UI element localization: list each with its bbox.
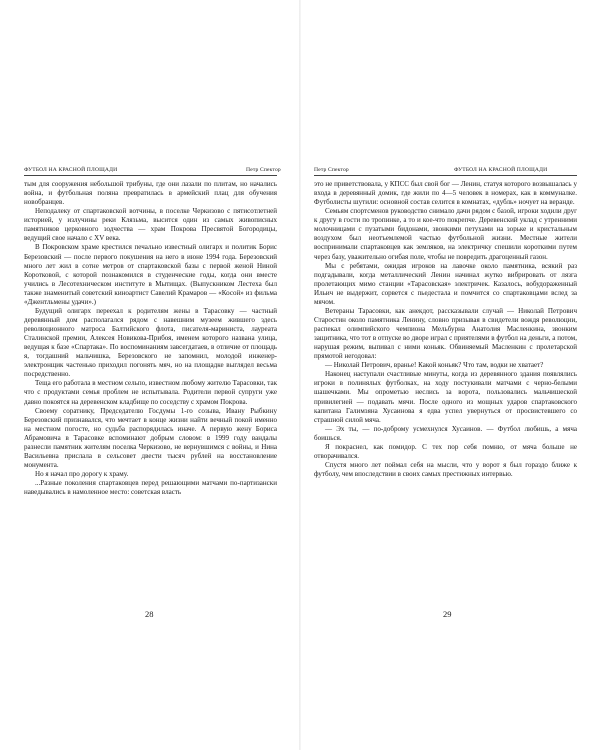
paragraph: Но я начал про дорогу к храму. — [35, 470, 129, 478]
paragraph: Будущий олигарх переехал к родителям жены в Тарасовку — частный деревянный дом располагался рядом с навешним музеем жившего здесь революционного матроса Балтийского флота, писателя-мариниста, лауреата Сталинской премии, Алексея Новикова-Прибоя, именем которого названа улица, ведущая к базе «Спартака». По воспоминаниям завсегдатаев, в отличие от площадь я, тогдашний мальчишка, Березовского не запомнил, молодой инженер-электронщик частенько приходил погонять мяч, но на площадке выглядел весьма посредственно. — [24, 306, 277, 379]
paragraph: Ветераны Тарасовки, как анекдот, рассказывали случай — Николай Петрович Старостин около памятника Ленину, словно призывая в свидетели вождя революции, распекал олимпийского чемпиона Мельбурна Анатолия Масленкина, звонким защитника, что тот в отпуске во дворе играл с приятелями в футбол на деньги, а потом, нарушая режим, выпивал с ними коньяк. Обвиняемый Масленкин с пролетарской прямотой негодовал: — [314, 306, 577, 361]
paragraph: Семьям спортсменов руководство снимало дачи рядом с базой, игроки ходили друг к другу в гости по тропинке, а то и кое-что покрепче. Деревенский уклад с утренними молочницами с пузатыми бидонами, звонкими петухами на зорьке и кристальным воздухом был неотъемлемой частью футбольной жизни. Местные жители воспринимали спартаковцев как земляков, на электричку спешили короткими путем через базу, уважительно огибая поле, чтобы не повредить драгоценный газон. — [314, 207, 577, 261]
left-body-text — [24, 180, 277, 497]
paragraph: Своему соратнику, Председателю Госдумы 1-го созыва, Ивану Рыбкину Березовский признавался, что мечтает в конце жизни найти вечный покой именно на местном погосте, но судьба распорядилась иначе. А первую жену Бориса Абрамовича в Тарасовке вспоминают добрым словом: в 1999 году вандалы разнесли памятник жителям поселка Черкизово, не вернувшимся с войны, и Нина Васильевна прислала в сельсовет двести тысяч рублей на восстановление монумента. — [24, 406, 277, 469]
left-running-title: ФУТБОЛ НА КРАСНОЙ ПЛОЩАДИ — [24, 167, 118, 173]
paragraph: Спустя много лет поймал себя на мысли, что у ворот я был гораздо ближе к футболу, чем впоследствии в своих самых престижных интервью. — [314, 460, 577, 478]
paragraph: Теща его работала в местном сельпо, известном любому жителю Тарасовки, так что с продуктами семья проблем не испытывала. Родители первой супруги уже давно покоятся на деревенском кладбище по соседству с храмом Покрова. — [24, 379, 277, 406]
paragraph: — Эх ты, — по-доброму усмехнулся Хусаинов. — Футбол любишь, а мяча боишься. — [314, 424, 577, 442]
right-running-title: ФУТБОЛ НА КРАСНОЙ ПЛОЩАДИ — [454, 167, 548, 173]
paragraph: Наконец наступали счастливые минуты, когда из деревянного здания появлялись игроки в полинялых футболках, на ходу постукивали матчами с черно-белыми шашечками. Мы опрометью неслись за ворота, пользовались мальчишеской привилегией — подавать мячи. После одного из мощных ударов спартаковского капитана Галимзяна Хусаинова я едва успел увернуться от просвистевшего со страшной силой мяча. — [314, 370, 577, 424]
paragraph: Я покраснел, как помидор. С тех пор себя помню, от мяча больше не отворачивался. — [314, 442, 577, 460]
right-running-author: Петр Спектор — [314, 167, 349, 173]
right-page-number: 29 — [443, 609, 452, 619]
paragraph: Мы с ребятами, ожидая игроков на лавочке около памятника, всякий раз подгадывали, когда металлический Ленин начинал жутко вибрировать от лязга пролетающих мимо станции «Тарасовская» электричек. Казалось, вобудораженный Ильич не выдержит, сорвется с пьедестала и помчится со спартаковцами вслед за мячом. — [314, 261, 577, 306]
right-body-text — [314, 180, 577, 479]
paragraph: ...Разные поколения спартаковцев перед решающими матчами по-партизански наведывались в намоленное место: советская власть — [24, 479, 277, 497]
paragraph: Неподалеку от спартаковской вотчины, в поселке Черкизово с пятисотлетней историей, у излучины реки Клязьма, высится один из самых живописных памятников церковного зодчества — храм Покрова Пресвятой Богородицы, ведущий свое начало с XV века. — [24, 207, 277, 243]
paragraph: — Николай Петрович, вранье! Какой коньяк? Что там, водки не хватает? — [325, 361, 544, 370]
paragraph: В Покровском храме крестился печально известный олигарх и политик Борис Березовский — после первого покушения на него в июне 1994 года. Березовский много лет жил в сотне метров от спартаковской базы с первой женой Ниной Коротковой, с которой познакомился в студенческие годы, когда они вместе учились в Лесотехническом институте в Мытищах. (Выпускником Лестеха был также знаменитый советский киноартист Савелий Крамаров — «Косой» из фильма «Джентльмены удачи».) — [24, 243, 277, 306]
paragraph: это не приветствовала, у КПСС был свой бог — Ленин, статуя которого возвышалась у входа в деревянный домик, где жили по 4—5 человек в номерах, как в коммуналке. Футболисты шутили: основной состав селится в комнатах, «дубль» ночует на веранде. — [314, 180, 577, 207]
right-page — [300, 0, 600, 750]
paragraph: тым для сооружения небольшой трибуны, где они лазали по плитам, но начались война, и футбольная поляна превратилась в армейский плац для обучения новобранцев. — [24, 180, 277, 207]
left-running-author: Петр Спектор — [246, 167, 281, 173]
left-header-rule — [24, 175, 277, 176]
left-page-number: 28 — [145, 609, 154, 619]
right-header-rule — [314, 175, 577, 176]
